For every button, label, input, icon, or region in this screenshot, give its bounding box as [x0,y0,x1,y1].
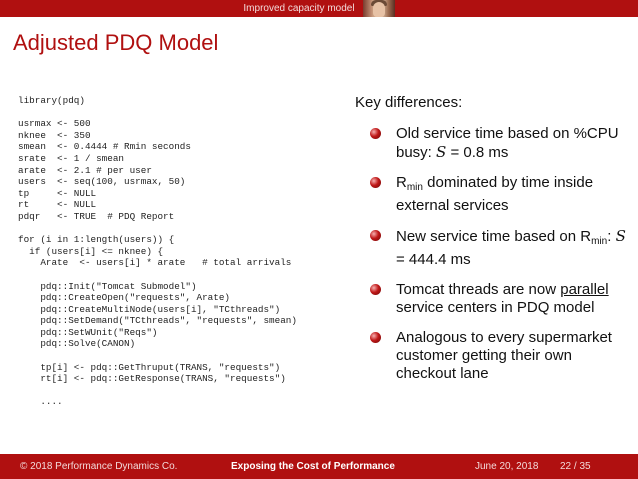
bullet-list [370,125,630,395]
bullet-ball-icon [370,332,381,343]
footer-date: June 20, 2018 [475,461,539,472]
footer-bar [0,454,638,479]
code-line: smean <- 0.4444 # Rmin seconds [18,141,191,153]
slide-title: Adjusted PDQ Model [13,30,219,55]
photo-face [373,2,385,17]
rmin-subscript: min [406,182,423,193]
code-line: pdq::Init("Tomcat Submodel") [18,280,197,292]
code-line: pdq::SetWUnit("Reqs") [18,326,158,338]
service-time-variable: S [615,227,626,245]
code-line [18,350,297,362]
code-line [18,385,297,397]
code-line: Arate <- users[i] * arate # total arrivals [18,257,292,269]
bullet-text: Tomcat threads are now [396,281,561,298]
code-line [18,223,297,235]
code-line: tp <- NULL [18,187,97,199]
code-line [18,269,297,281]
code-line [18,107,297,119]
key-differences-heading: Key differences: [355,94,463,111]
bullet-rmin-dominated [370,174,630,215]
bullet-text-rest: service centers in PDQ model [396,299,595,316]
footer-page-number: 22 / 35 [560,461,591,472]
service-time-value: = 0.8 ms [446,144,509,161]
code-line: srate <- 1 / smean [18,152,125,164]
bullet-ball-icon [370,177,381,188]
bullet-ball-icon [370,128,381,139]
code-line: rt <- NULL [18,199,97,211]
bullet-ball-icon [370,230,381,241]
bullet-supermarket-analogy [370,329,630,383]
code-line: pdq::SetDemand("TCthreads", "requests", smean) [18,315,297,327]
code-line: for (i in 1:length(users)) { [18,234,175,246]
section-header-bar [0,0,638,17]
bullet-text: New service time based on R [396,228,592,245]
footer-presentation-title: Exposing the Cost of Performance [231,461,395,472]
code-line: library(pdq) [18,95,85,106]
bullet-tomcat-threads [370,281,630,317]
bullet-old-service-time [370,125,630,162]
rmin-subscript: min [591,236,608,247]
footer-copyright: © 2018 Performance Dynamics Co. [20,461,178,472]
code-line: if (users[i] <= nknee) { [18,245,164,257]
code-line: pdqr <- TRUE # PDQ Report [18,210,175,222]
code-line: .... [18,396,63,408]
bullet-ball-icon [370,284,381,295]
code-line: nknee <- 350 [18,129,91,141]
code-line: users <- seq(100, usrmax, 50) [18,176,186,188]
code-line: pdq::CreateOpen("requests", Arate) [18,292,231,304]
code-line: pdq::CreateMultiNode(users[i], "TCthreads") [18,303,281,315]
code-line: tp[i] <- pdq::GetThruput(TRANS, "requests") [18,361,281,373]
rmin-symbol: R [396,174,407,191]
bullet-text: dominated by time inside external services [396,174,594,214]
bullet-text: Analogous to every supermarket customer getting their own checkout lane [396,329,612,382]
bullet-new-service-time [370,227,630,269]
section-title: Improved capacity model [243,3,355,14]
code-listing [18,95,297,408]
author-photo [363,0,395,17]
code-line: rt[i] <- pdq::GetResponse(TRANS, "requests") [18,373,286,385]
service-time-value: = 444.4 ms [396,251,471,268]
parallel-underlined: parallel [560,281,609,298]
code-line: usrmax <- 500 [18,118,91,130]
code-line: arate <- 2.1 # per user [18,164,152,176]
bullet-colon: : [607,228,616,245]
bullet-text: Old service time based on %CPU busy: [396,125,619,161]
code-line: pdq::Solve(CANON) [18,338,136,350]
service-time-variable: S [436,143,447,161]
